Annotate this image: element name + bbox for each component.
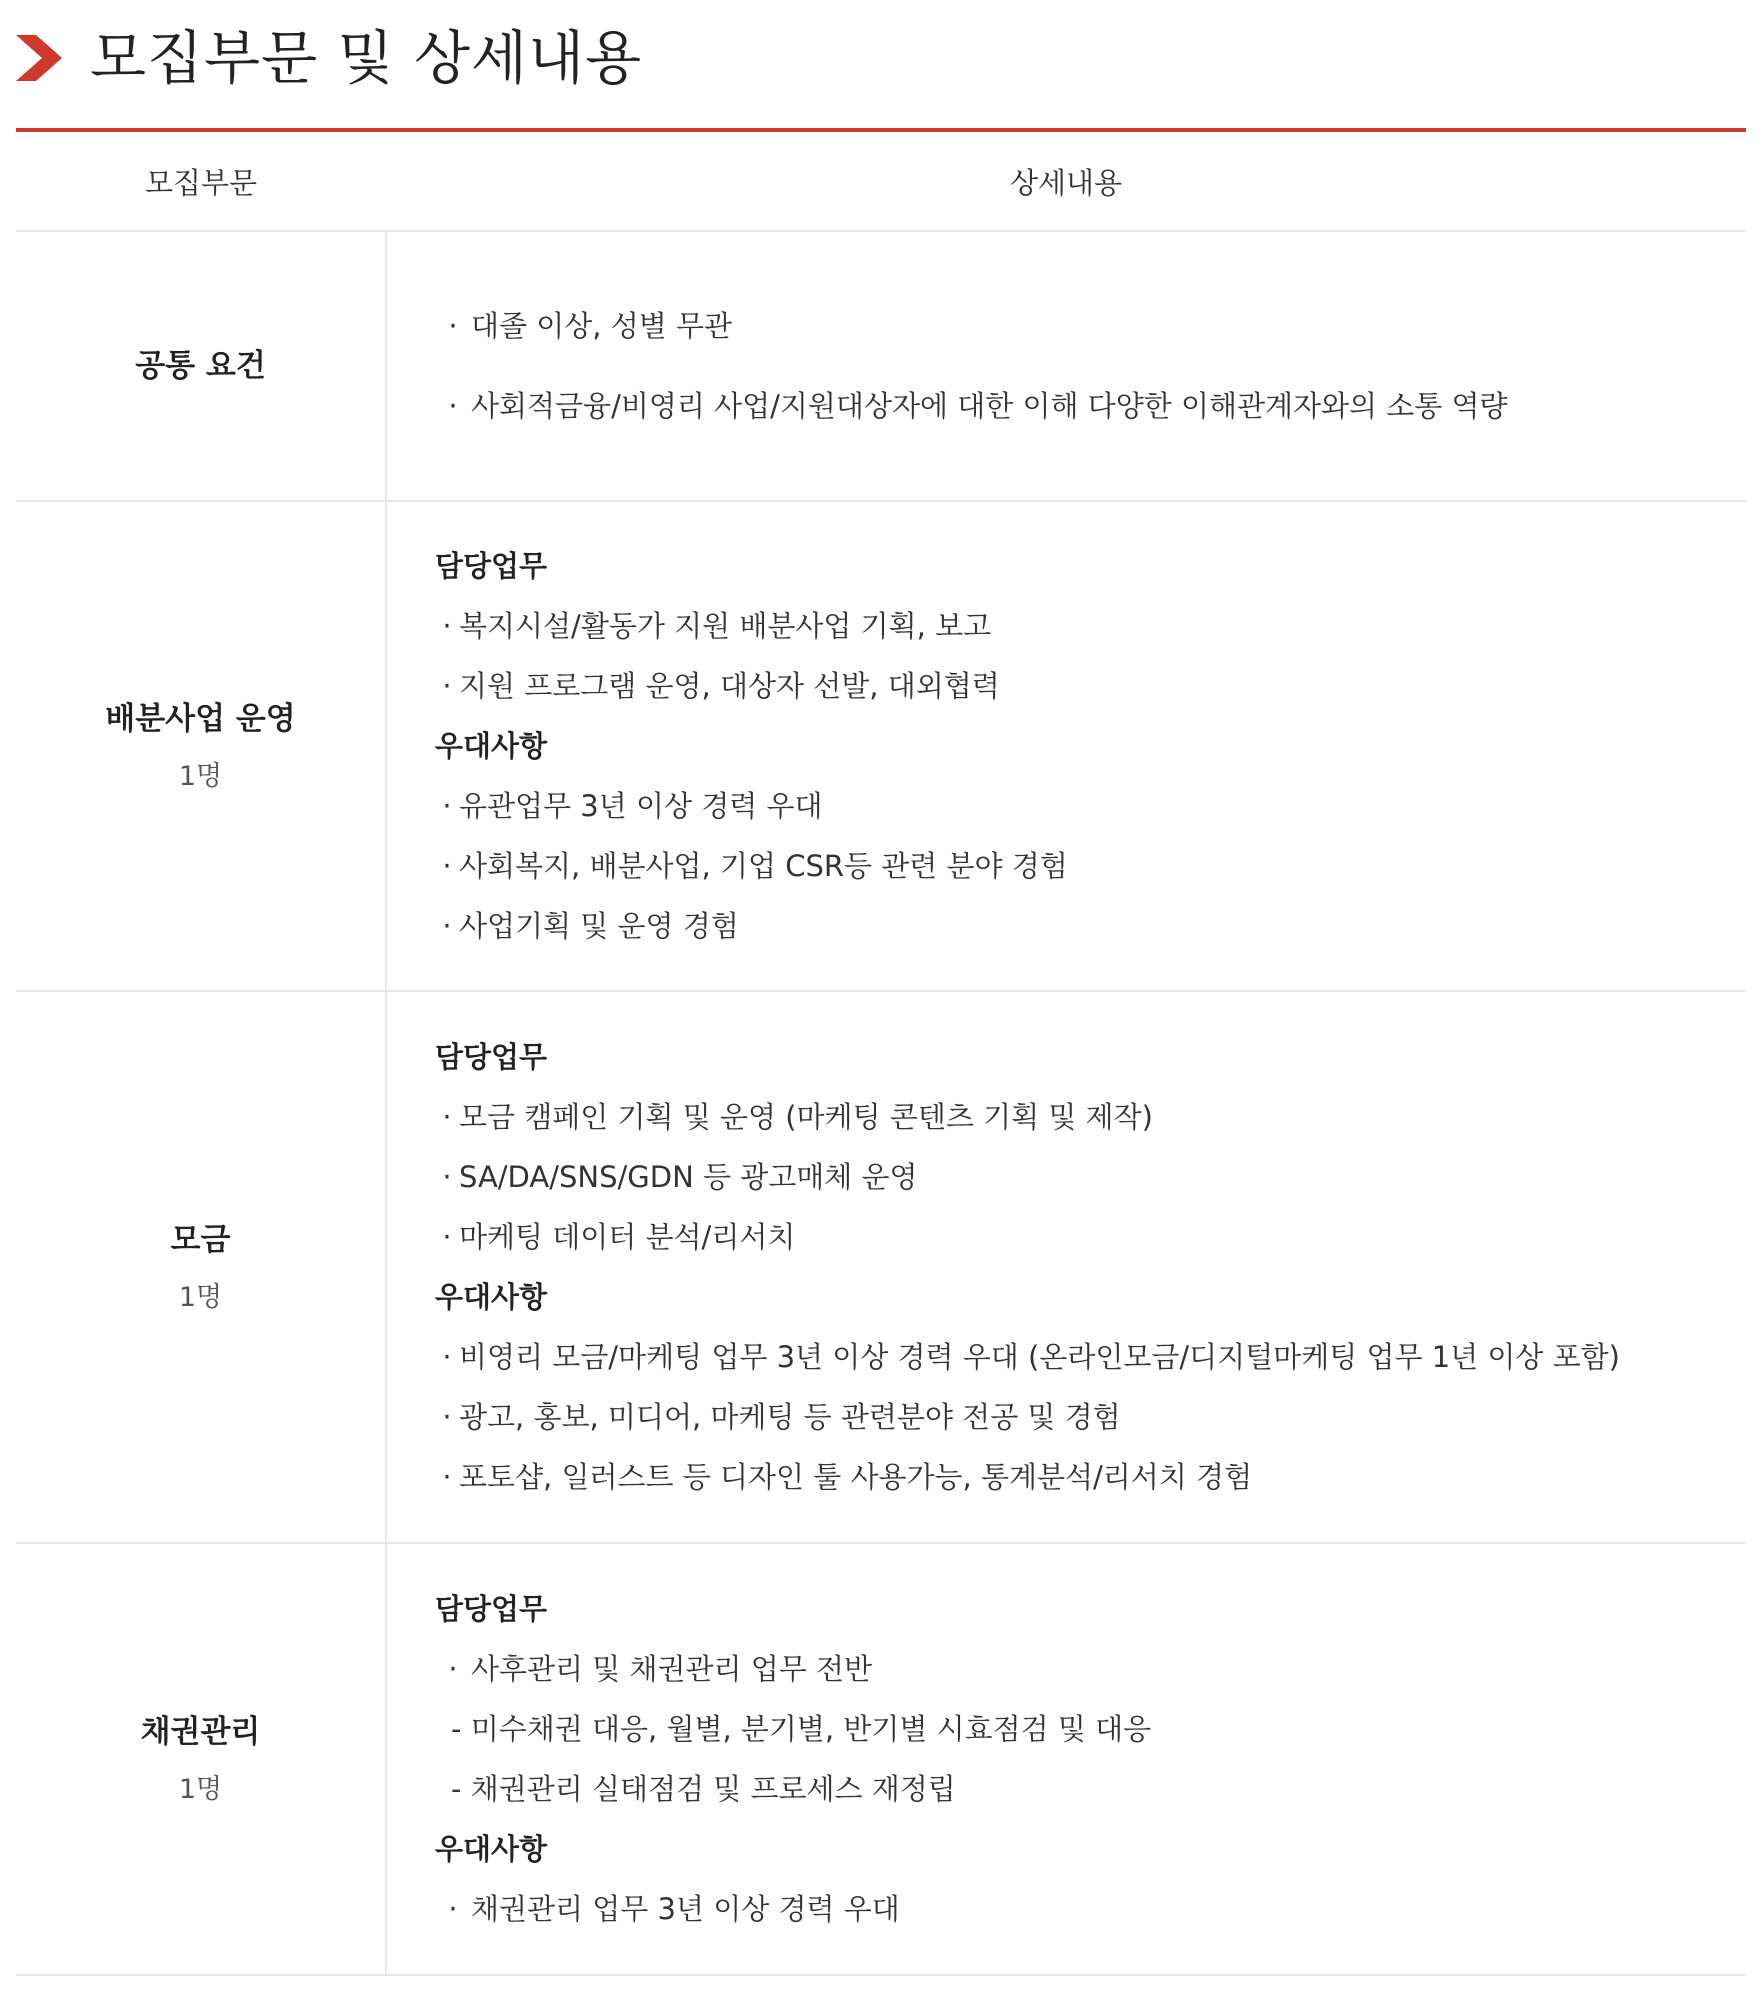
detail-cell xyxy=(386,501,1746,991)
headcount: 1명 xyxy=(178,1773,223,1805)
list-item: · 지원 프로그램 운영, 대상자 선발, 대외협력 xyxy=(435,656,1746,716)
bullet-icon: · xyxy=(442,1220,452,1254)
list-item: · 채권관리 업무 3년 이상 경력 우대 xyxy=(435,1879,1746,1939)
bullet-icon: · xyxy=(442,1460,452,1494)
bullet-icon: · xyxy=(442,669,452,703)
preferences-title: 우대사항 xyxy=(435,1280,548,1314)
bullet-icon: · xyxy=(448,389,458,423)
header-detail: 상세내용 xyxy=(386,132,1746,231)
dept-name: 배분사업 운영 xyxy=(105,701,296,738)
chevron-right-icon xyxy=(14,33,64,83)
list-item: · 포토샵, 일러스트 등 디자인 툴 사용가능, 통계분석/리서치 경험 xyxy=(435,1447,1746,1507)
bullet-icon: · xyxy=(442,1340,452,1374)
detail-cell xyxy=(386,231,1746,501)
list-item: · 사업기획 및 운영 경험 xyxy=(435,896,1746,956)
list-item: · SA/DA/SNS/GDN 등 광고매체 운영 xyxy=(435,1147,1746,1207)
page-title: 모집부문 및 상세내용 xyxy=(90,24,643,92)
list-item: · 대졸 이상, 성별 무관 xyxy=(435,286,1746,366)
table-row xyxy=(16,991,1746,1543)
dept-cell xyxy=(16,1543,386,1975)
bullet-icon: · xyxy=(448,1892,458,1926)
preferences-title: 우대사항 xyxy=(435,1832,548,1866)
detail-cell xyxy=(386,991,1746,1543)
list-item: · 마케팅 데이터 분석/리서치 xyxy=(435,1207,1746,1267)
dept-cell xyxy=(16,231,386,501)
dept-name: 모금 xyxy=(170,1222,231,1259)
recruitment-table xyxy=(16,132,1746,1976)
dept-cell xyxy=(16,991,386,1543)
table-row xyxy=(16,231,1746,501)
list-item: · 사회적금융/비영리 사업/지원대상자에 대한 이해 다양한 이해관계자와의 소통 역량 xyxy=(435,366,1746,446)
section-heading xyxy=(14,18,642,98)
dept-name: 공통 요건 xyxy=(135,347,266,384)
preferences-title: 우대사항 xyxy=(435,729,548,763)
duties-title: 담당업무 xyxy=(435,1592,548,1626)
headcount: 1명 xyxy=(178,760,223,792)
bullet-icon: · xyxy=(448,1652,458,1686)
bullet-icon: · xyxy=(442,789,452,823)
bullet-icon: · xyxy=(442,849,452,883)
list-item: · 비영리 모금/마케팅 업무 3년 이상 경력 우대 (온라인모금/디지털마케팅 업무 1년 이상 포함) xyxy=(435,1327,1746,1387)
list-item: · 모금 캠페인 기획 및 운영 (마케팅 콘텐츠 기획 및 제작) xyxy=(435,1087,1746,1147)
list-item: · 사후관리 및 채권관리 업무 전반 xyxy=(435,1639,1746,1699)
dept-name: 채권관리 xyxy=(140,1714,261,1751)
duties-title: 담당업무 xyxy=(435,1040,548,1074)
bullet-icon: · xyxy=(442,909,452,943)
list-item: · 복지시설/활동가 지원 배분사업 기획, 보고 xyxy=(435,596,1746,656)
detail-cell xyxy=(386,1543,1746,1975)
table-row xyxy=(16,501,1746,991)
list-item: · 광고, 홍보, 미디어, 마케팅 등 관련분야 전공 및 경험 xyxy=(435,1387,1746,1447)
bullet-icon: · xyxy=(448,309,458,343)
header-department: 모집부문 xyxy=(16,132,386,231)
dept-cell xyxy=(16,501,386,991)
bullet-icon: · xyxy=(442,1160,452,1194)
headcount: 1명 xyxy=(178,1281,223,1313)
duties-title: 담당업무 xyxy=(435,549,548,583)
table-row xyxy=(16,1543,1746,1975)
list-item: · 사회복지, 배분사업, 기업 CSR등 관련 분야 경험 xyxy=(435,836,1746,896)
bullet-icon: · xyxy=(442,1400,452,1434)
sub-list-item: - 미수채권 대응, 월별, 분기별, 반기별 시효점검 및 대응 xyxy=(451,1712,1152,1746)
bullet-icon: · xyxy=(442,1100,452,1134)
sub-list-item: - 채권관리 실태점검 및 프로세스 재정립 xyxy=(451,1772,956,1806)
bullet-icon: · xyxy=(442,609,452,643)
table-header-row xyxy=(16,132,1746,231)
list-item: · 유관업무 3년 이상 경력 우대 xyxy=(435,776,1746,836)
